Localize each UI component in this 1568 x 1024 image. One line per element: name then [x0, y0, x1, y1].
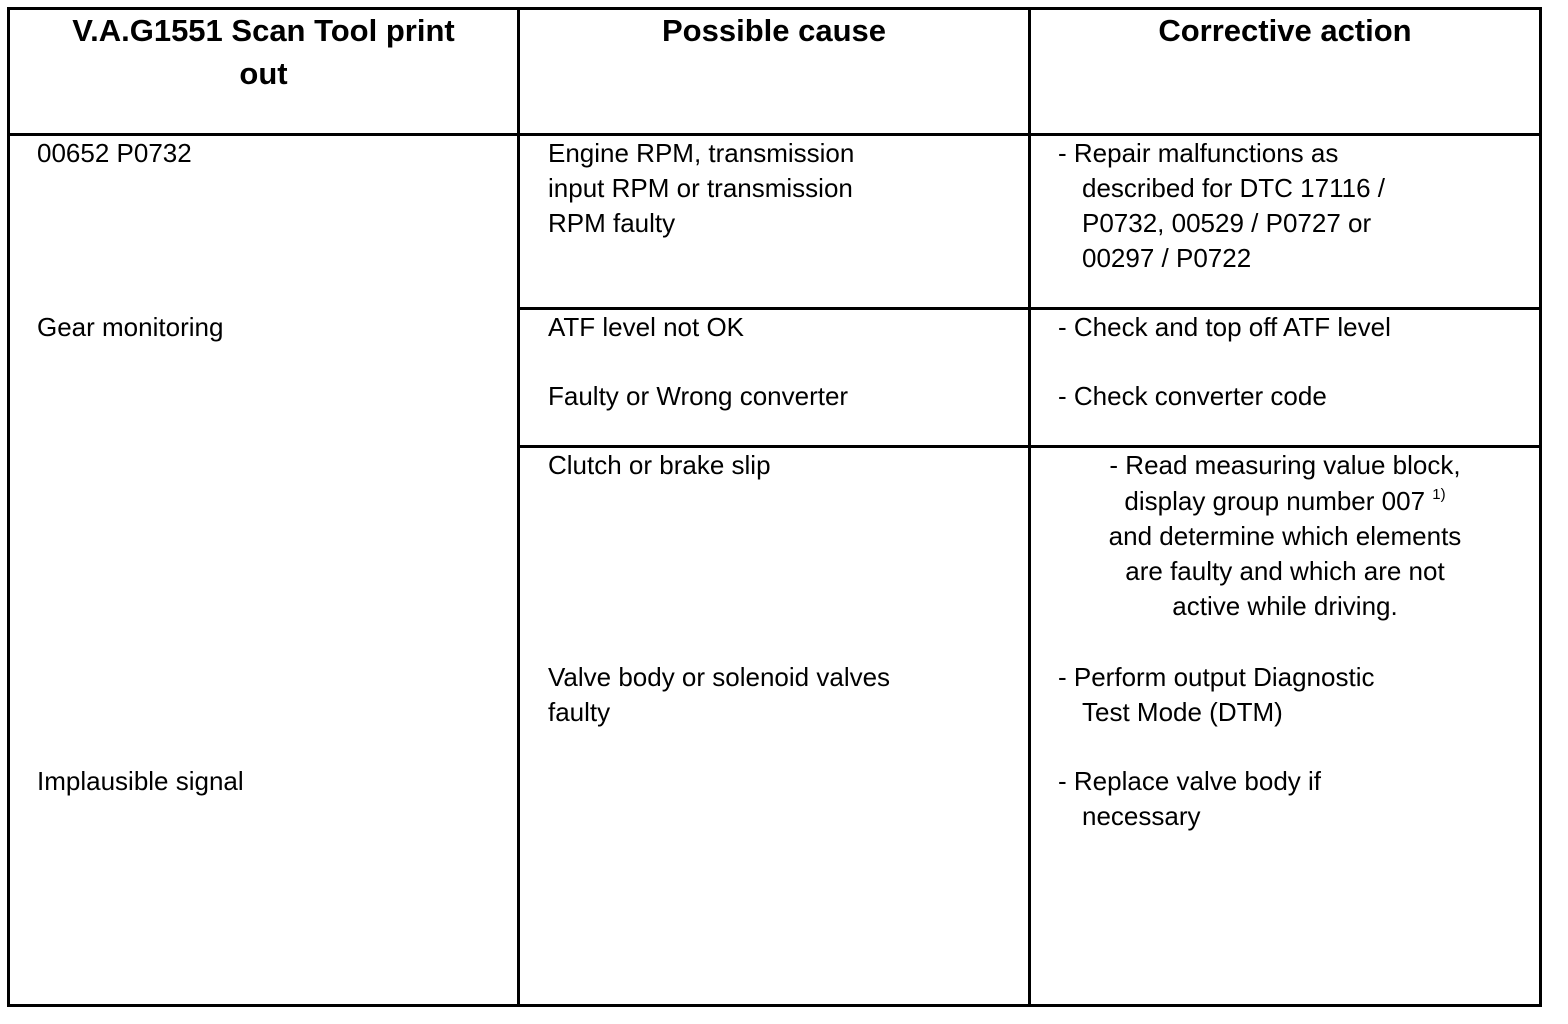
action-dtm-line-2: Test Mode (DTM)	[1082, 697, 1283, 727]
action-replace-line-1: - Replace valve body if	[1058, 766, 1322, 796]
footnote-marker: 1)	[1432, 486, 1446, 503]
column-divider-1	[517, 7, 520, 1007]
cause-rpm-line-3: RPM faulty	[548, 208, 676, 238]
action-repair-line-3: P0732, 00529 / P0727 or	[1082, 208, 1372, 238]
action-repair-line-4: 00297 / P0722	[1082, 243, 1252, 273]
action-repair-line-2: described for DTC 17116 /	[1082, 173, 1385, 203]
action-read-line-2-text: display group number 007	[1124, 486, 1426, 516]
cause-rpm-faulty	[548, 136, 854, 241]
action-repair-malfunctions	[1058, 136, 1385, 276]
printout-code: 00652 P0732	[37, 138, 192, 168]
action-read-line-3: and determine which elements	[1108, 521, 1462, 551]
action-read-line-4: are faulty and which are not	[1125, 556, 1445, 586]
printout-gear-monitoring: Gear monitoring	[37, 312, 224, 342]
cause-rpm-line-2: input RPM or transmission	[548, 173, 853, 203]
printout-implausible-signal: Implausible signal	[37, 766, 244, 796]
cause-converter: Faulty or Wrong converter	[548, 381, 849, 411]
action-check-converter: - Check converter code	[1058, 381, 1327, 411]
table-border-left	[7, 7, 10, 1007]
cause-clutch-brake-slip: Clutch or brake slip	[548, 450, 771, 480]
header-scan-tool-printout	[10, 9, 517, 95]
action-repair-line-1: - Repair malfunctions as	[1058, 138, 1339, 168]
cause-rpm-line-1: Engine RPM, transmission	[548, 138, 855, 168]
action-read-line-2	[1031, 483, 1539, 519]
header-scan-tool-line-1: V.A.G1551 Scan Tool print	[72, 13, 455, 48]
table-border-right	[1539, 7, 1542, 1007]
action-perform-dtm	[1058, 660, 1374, 730]
cause-atf-level: ATF level not OK	[548, 312, 745, 342]
action-read-line-5: active while driving.	[1172, 591, 1398, 621]
header-corrective-action: Corrective action	[1158, 13, 1412, 48]
table-border-bottom	[7, 1004, 1542, 1007]
action-read-line-1: - Read measuring value block,	[1109, 450, 1461, 480]
cause-valve-body	[548, 660, 890, 730]
action-read-measuring-block	[1031, 448, 1539, 624]
action-replace-valve-body	[1058, 764, 1321, 834]
action-check-atf: - Check and top off ATF level	[1058, 312, 1391, 342]
action-dtm-line-1: - Perform output Diagnostic	[1058, 662, 1375, 692]
header-possible-cause: Possible cause	[661, 13, 886, 48]
action-replace-line-2: necessary	[1082, 801, 1201, 831]
cause-valve-body-line-1: Valve body or solenoid valves	[548, 662, 891, 692]
header-scan-tool-line-2: out	[239, 56, 288, 91]
cause-valve-body-line-2: faulty	[548, 697, 611, 727]
